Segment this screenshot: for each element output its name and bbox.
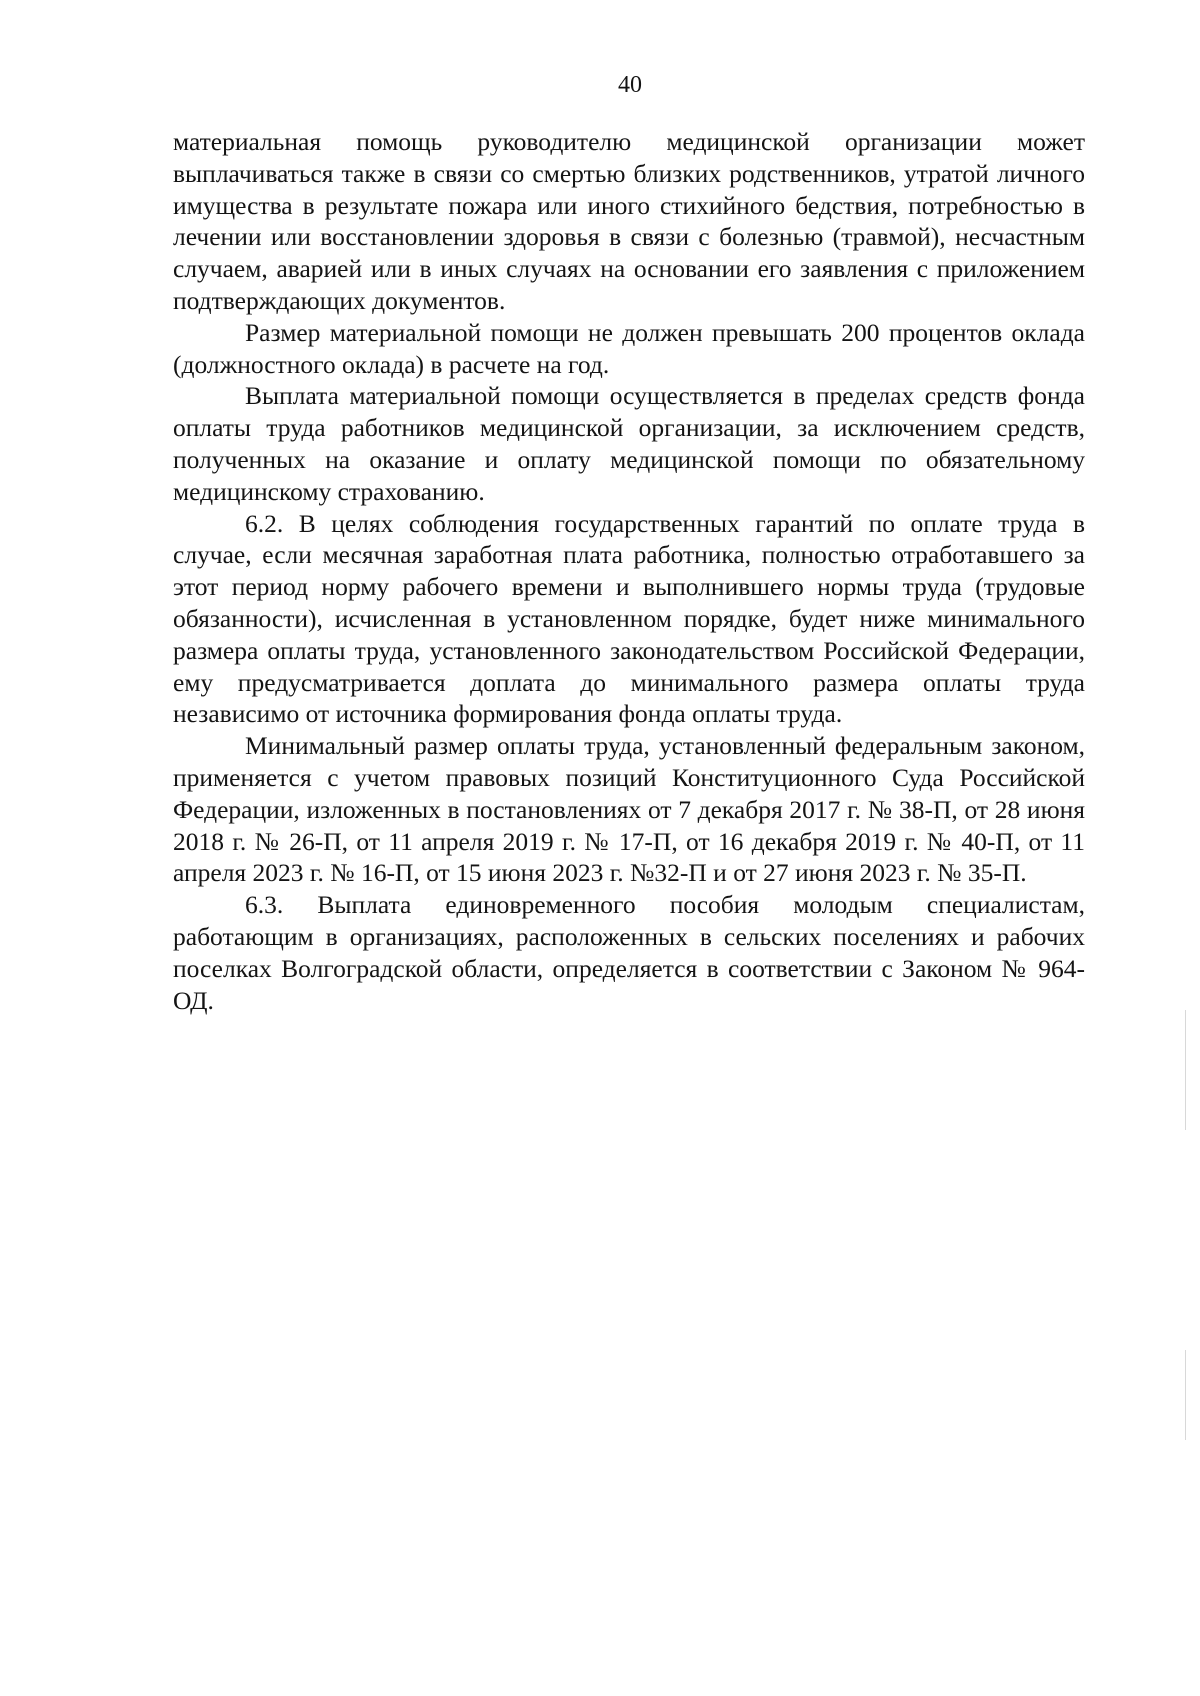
scan-edge-mark (1185, 1350, 1186, 1440)
document-body (173, 126, 1085, 1016)
paragraph-section-6-2: 6.2. В целях соблюдения государственных гарантий по оплате труда в случае, если месячная заработная плата работника, полностью отработавшего за этот период норму рабочего времени и выполнившего нормы труда (трудовые обязанности), исчисленная в установленном порядке, будет ниже минимального размера оплаты труда, установленного законодательством Российской Федерации, ему предусматривается доплата до минимального размера оплаты труда независимо от источника формирования фонда оплаты труда. (173, 508, 1085, 729)
scan-edge-mark (1185, 1010, 1186, 1130)
paragraph-material-aid-limit: Размер материальной помощи не должен превышать 200 процентов оклада (должностного оклада) в расчете на год. (173, 317, 1085, 379)
paragraph-section-6-3: 6.3. Выплата единовременного пособия молодым специалистам, работающим в организациях, расположенных в сельских поселениях и рабочих поселках Волгоградской области, определяется в соответствии с Законом № 964-ОД. (173, 890, 1085, 1015)
page-number: 40 (618, 72, 642, 98)
paragraph-minimum-wage: Минимальный размер оплаты труда, установленный федеральным законом, применяется с учетом правовых позиций Конституционного Суда Российской Федерации, изложенных в постановлениях от 7 декабря 2017 г. № 38-П, от 28 июня 2018 г. № 26-П, от 11 апреля 2019 г. № 17-П, от 16 декабря 2019 г. № 40-П, от 11 апреля 2023 г. № 16-П, от 15 июня 2023 г. №32-П и от 27 июня 2023 г. № 35-П. (173, 731, 1085, 888)
paragraph-material-aid-funding: Выплата материальной помощи осуществляется в пределах средств фонда оплаты труда работников медицинской организации, за исключением средств, полученных на оказание и оплату медицинской помощи по обязательному медицинскому страхованию. (173, 381, 1085, 506)
paragraph-material-aid-continuation: материальная помощь руководителю медицинской организации может выплачиваться также в связи со смертью близких родственников, утратой личного имущества в результате пожара или иного стихийного бедствия, потребностью в лечении или восстановлении здоровья в связи с болезнью (травмой), несчастным случаем, аварией или в иных случаях на основании его заявления с приложением подтверждающих документов. (173, 127, 1085, 315)
